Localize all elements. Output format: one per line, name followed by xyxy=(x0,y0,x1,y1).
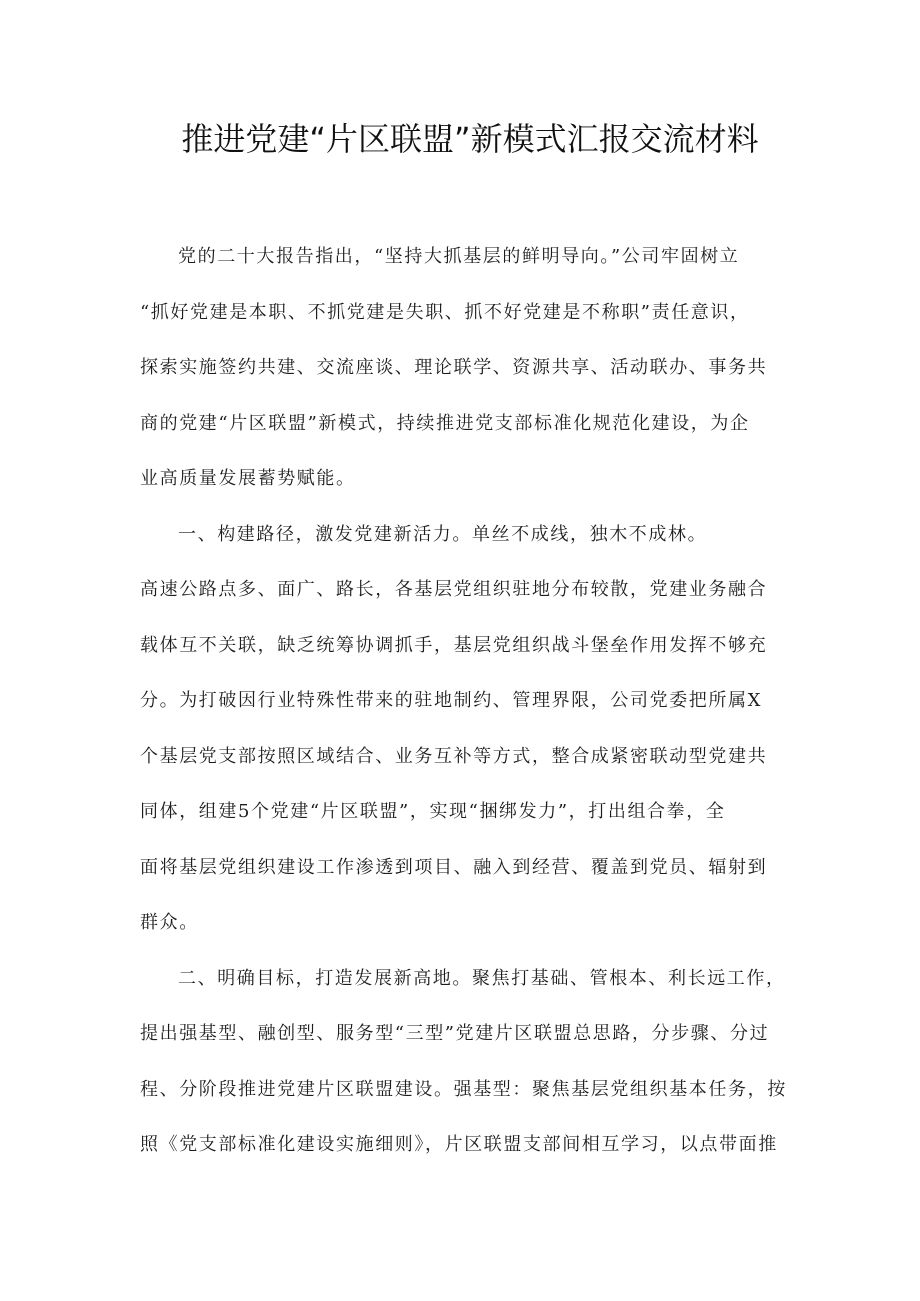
paragraph-line: 程、分阶段推进党建片区联盟建设。强基型：聚焦基层党组织基本任务，按 xyxy=(140,1079,787,1100)
paragraph-line: 群众。 xyxy=(140,912,199,933)
paragraph-line: 分。为打破因行业特殊性带来的驻地制约、管理界限，公司党委把所属X xyxy=(140,690,763,711)
paragraph-line: 同体，组建5个党建“片区联盟”，实现“捆绑发力”，打出组合拳，全 xyxy=(140,801,726,822)
paragraph-line: 党的二十大报告指出，“坚持大抓基层的鲜明导向。”公司牢固树立 xyxy=(178,246,740,267)
paragraph-line: 二、明确目标，打造发展新高地。聚焦打基础、管根本、利长远工作， xyxy=(178,968,786,989)
paragraph-line: 探索实施签约共建、交流座谈、理论联学、资源共享、活动联办、事务共 xyxy=(140,357,768,378)
paragraph-line: 一、构建路径，激发党建新活力。单丝不成线，独木不成林。 xyxy=(178,524,708,545)
paragraph-line: 载体互不关联，缺乏统筹协调抓手，基层党组织战斗堡垒作用发挥不够充 xyxy=(140,635,768,656)
document-title: 推进党建“片区联盟”新模式汇报交流材料 xyxy=(181,120,759,158)
paragraph-line: 业高质量发展蓄势赋能。 xyxy=(140,468,356,489)
paragraph-line: 商的党建“片区联盟”新模式，持续推进党支部标准化规范化建设，为企 xyxy=(140,413,750,434)
paragraph-line: 面将基层党组织建设工作渗透到项目、融入到经营、覆盖到党员、辐射到 xyxy=(140,857,768,878)
paragraph-line: 照《党支部标准化建设实施细则》，片区联盟支部间相互学习，以点带面推 xyxy=(140,1134,778,1155)
paragraph-line: 高速公路点多、面广、路长，各基层党组织驻地分布较散，党建业务融合 xyxy=(140,579,768,600)
paragraph-line: 个基层党支部按照区域结合、业务互补等方式，整合成紧密联动型党建共 xyxy=(140,746,768,767)
paragraph-line: “抓好党建是本职、不抓党建是失职、抓不好党建是不称职”责任意识， xyxy=(140,302,750,323)
paragraph-line: 提出强基型、融创型、服务型“三型”党建片区联盟总思路，分步骤、分过 xyxy=(140,1023,770,1044)
